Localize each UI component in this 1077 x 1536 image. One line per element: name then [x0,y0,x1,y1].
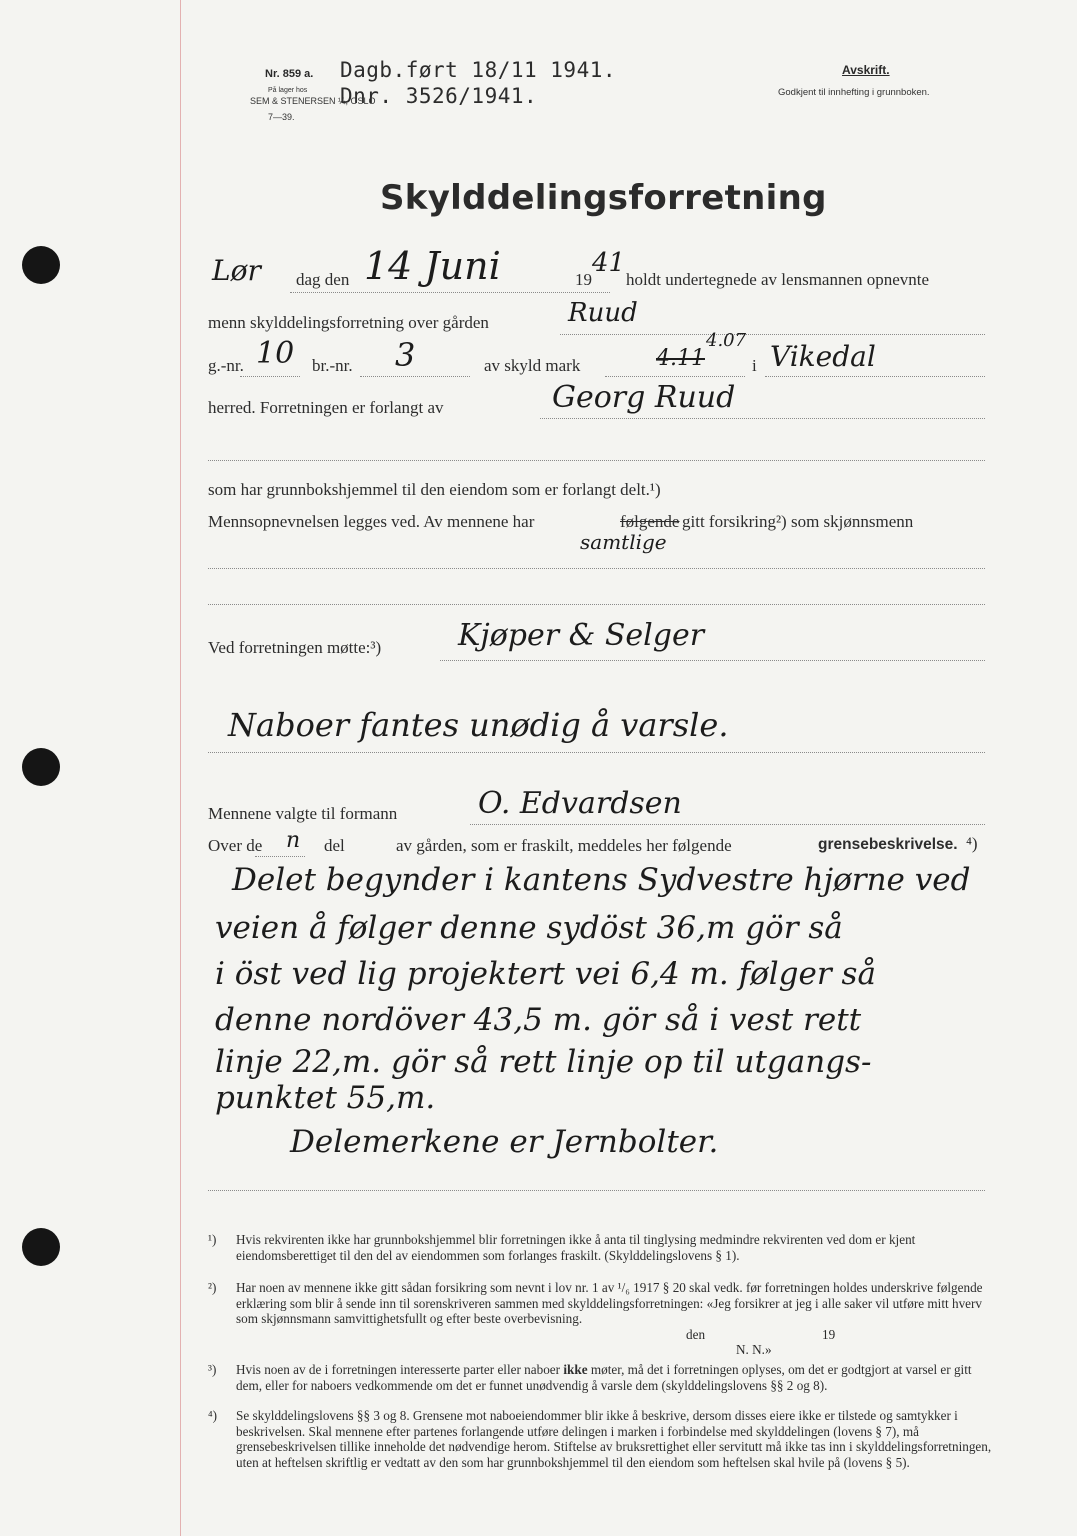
year-handwritten: 41 [592,248,626,278]
footnote-2-signature: N. N.» [736,1342,772,1357]
gnr-label: g.-nr. [208,356,244,375]
footnote-text: Se skylddelingslovens §§ 3 og 8. Grensene mot naboeiendommer blir ikke å beskrive, dersom disses eiere ikke er tilstede og samtykker i beskrivelsen. Skal mennene efter partenes forlangende utføre delingen i marken i forbindelse med skylddelingen (lovens § 7), må grensebeskrivelsen tillike inneholde det nødvendige herom. Stiftelse av bruksrettighet eller servitutt må ikke tas inn i skylddelingsforretningen, uten at heftelsen skriftlig er vedtatt av den som har grunnbokshjemmel til den eiendom som heftelsen skal hvile på (lovens § 5). [236,1408,992,1470]
footnote-text-part: Hvis noen av de i forretningen interesserte parter eller naboer [236,1362,561,1377]
punch-hole [22,1228,60,1266]
grunnbok-text: som har grunnbokshjemmel til den eiendom som er forlangt delt.¹) [208,480,661,499]
punch-hole [22,246,60,284]
footnote-number: ³) [208,1362,217,1377]
footnote-text: Har noen av mennene ikke gitt sådan forsikring som nevnt i lov nr. 1 av ¹/₆ 1917 § 20 skal vedk. før forretningen holdes underskrive følgende erklæring som blir å sende inn til sorenskriveren sammen med skylddelingsforretningen: «Jeg forsikrer at jeg i alle saker vil utføre mitt hverv som skjønnsmann samvittighetsfullt og efter beste overbevisning. [236,1280,983,1326]
description-line: Delet begynder i kantens Sydvestre hjørne ved [232,862,971,898]
date-handwritten: 14 Juni [364,244,501,288]
punch-hole [22,748,60,786]
approval-note: Godkjent til innhefting i grunnboken. [778,87,930,98]
registration-stamp-line1: Dagb.ført 18/11 1941. [340,58,617,82]
brnr-label: br.-nr. [312,356,353,375]
requester-handwritten: Georg Ruud [552,380,736,415]
naboer-handwritten: Naboer fantes unødig å varsle. [228,706,729,744]
weekday-handwritten: Lør [212,254,261,287]
form-number: Nr. 859 a. [265,68,314,80]
footnote-text-part: møter, må det i forretningen oplyses, om det er godtgjort at varsel er gitt dem, eller for naboers vedkommende om det er funnet unødvendig å varsle dem (skylddelingslovens §§ 2 og 8). [236,1362,972,1393]
menn-text-a: Mennsopnevnelsen legges ved. Av mennene har [208,512,535,531]
description-line: punktet 55,m. [215,1080,436,1116]
herred-requester-label: herred. Forretningen er forlangt av [208,398,444,417]
over-de-label: Over de [208,836,263,855]
grense-footnote-ref: ⁴) [966,834,978,853]
line1-text: holdt undertegnede av lensmannen opnevnte [626,270,930,289]
over-del-label: del [324,836,345,855]
description-line: denne nordöver 43,5 m. gör så i vest rett [215,1002,862,1038]
mote-label: Ved forretningen møtte:³) [208,638,382,657]
menn-handwritten: samtlige [580,530,667,554]
footnote-2 [208,1280,998,1364]
year-prefix: 19 [575,270,592,289]
footnote-number: ¹) [208,1232,217,1247]
document-title: Skylddelingsforretning [380,178,827,218]
menn-text-b: gitt forsikring²) som skjønnsmenn [682,512,914,531]
footnote-text [236,1362,996,1393]
footnote-2-year: 19 [822,1327,836,1342]
gnr-handwritten: 10 [256,336,295,371]
skyld-label: av skyld mark [484,356,581,375]
footnote-text: Hvis rekvirenten ikke har grunnbokshjemmel blir forretningen ikke å anta til tinglysing medmindre rekvirenten ved dom er kjent eiendomsberettiget til den del av eiendommen som forlanges fraskilt. (Skylddelingslovens § 1). [236,1232,916,1263]
over-handwritten: n [286,828,301,853]
description-line: i öst ved lig projektert vei 6,4 m. følger så [215,956,876,992]
skyld-handwritten: 4.07 [706,330,747,351]
i-label: i [752,356,757,375]
delemerker-handwritten: Delemerkene er Jernbolter. [290,1124,719,1160]
publisher-line3: 7—39. [268,112,295,122]
footnote-2-den: den [686,1327,706,1342]
registration-stamp-line2: Dnr. 3526/1941. [340,84,538,108]
footnote-bold-word: ikke [563,1362,588,1377]
publisher-line2: SEM & STENERSEN ¼, OSLO [250,96,376,106]
menn-struck-word: følgende [620,512,680,531]
grensebeskrivelse-label: grensebeskrivelse. [818,836,958,853]
avskrift-label: Avskrift. [842,63,890,77]
skyld-struck-handwritten: 4.11 [656,346,705,371]
description-line: linje 22,m. gör så rett linje op til utgangs- [215,1044,872,1080]
publisher-line1: På lager hos [268,87,308,94]
formann-label: Mennene valgte til formann [208,804,398,823]
farm-name-handwritten: Ruud [568,298,638,328]
mote-handwritten: Kjøper & Selger [458,618,705,653]
dag-den-label: dag den [296,270,350,289]
margin-rule [180,0,181,1536]
herred-handwritten: Vikedal [770,340,876,373]
over-text: av gården, som er fraskilt, meddeles her følgende [396,836,732,855]
footnote-4 [208,1408,998,1488]
brnr-handwritten: 3 [395,336,416,374]
footnote-number: ⁴) [208,1408,217,1423]
farm-label: menn skylddelingsforretning over gården [208,313,489,332]
formann-handwritten: O. Edvardsen [478,786,682,821]
description-line: veien å følger denne sydöst 36,m gör så [215,910,843,946]
footnote-number: ²) [208,1280,217,1295]
